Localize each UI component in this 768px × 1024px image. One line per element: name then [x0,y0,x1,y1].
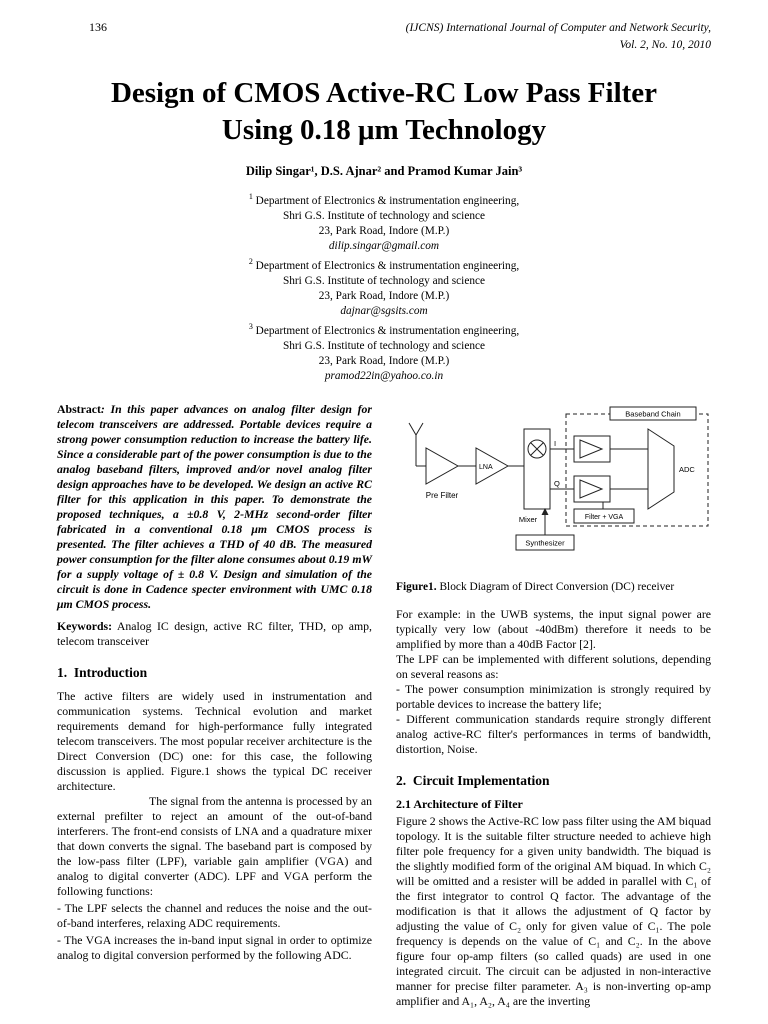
page-number: 136 [89,20,107,34]
section-2-1-heading: 2.1 Architecture of Filter [396,796,523,811]
keywords-text: Analog IC design, active RC filter, THD, op amp, telecom transceiver [57,618,372,648]
intro-paragraph-2: The signal from the antenna is processed by an external prefilter to reject an amount of the out-of-band interferers. The front-end consists of LNA and a quadrature mixer that down converts the signal. The baseband part is composed by the low-pass filter (LPF), variable gain amplifier (VGA) and analog to digital converter (ADC). LPF and VGA perform the following functions: [57,793,372,898]
affiliation-1-dept: Department of Electronics & instrumentation engineering, [255,195,520,208]
figure1-diagram [396,404,711,576]
adc-icon [648,429,674,509]
intro-list-item-2: - The VGA increases the in-band input signal in order to optimize analog to digital conversion performed by the following ADC. [57,932,372,962]
keywords [57,619,372,649]
antenna-icon [409,423,426,466]
affiliation-2-address: 23, Park Road, Indore (M.P.) [318,289,450,302]
affiliation-3-institute: Shri G.S. Institute of technology and science [282,339,486,352]
authors-line: Dilip Singar¹, D.S. Ajnar² and Pramod Kumar Jain³ [245,164,523,179]
affiliation-3-dept: Department of Electronics & instrumentation engineering, [255,324,520,337]
mixer-block-icon [524,429,550,509]
paper-title [57,75,711,148]
abstract-label: Abstract [57,401,101,416]
right-paragraph-1: For example: in the UWB systems, the input signal power are typically very low (about -40dBm) therefore it needs to be amplified by more than a 40dB Factor [2]. [396,606,711,651]
affiliation-3-sup: 3 [248,321,253,331]
affiliations [57,189,711,383]
affiliation-1 [57,189,711,254]
figure1-caption [396,580,711,595]
body-columns [57,402,711,1009]
intro-paragraph-1: The active filters are widely used in instrumentation and communication systems. Technical evolution and market requirements demand for high-performance fully integrated telecom transceivers. The most popular receiver architecture is the Direct Conversion (DC) one: for this case, the following discussion is applied. Figure.1 shows the typical DC receiver architecture. [57,688,372,793]
right-list-item-1: - The power consumption minimization is strongly required by portable devices to increase the battery life; [396,681,711,711]
journal-name: (IJCNS) International Journal of Computer and Network Security, [405,22,711,34]
figure1-adc-label: ADC [679,464,695,474]
journal-issue: Vol. 2, No. 10, 2010 [619,38,711,51]
implementation-paragraph-1: Figure 2 shows the Active-RC low pass filter using the AM biquad topology. It is the suitable filter structure needed to achieve high filter pole frequency for a given unity bandwidth. The biquad is the slightly modified form of the original AM biquad. In which C₂ will be omitted and a resister will be added in parallel with C₁ of the first integrator to control Q factor. The advantage of the modification is that it allows the adjustment of Q factor by adjusting the value of C₂ only for given value of C₁. The pole frequency is depends on the value of C₁ and C₂. In the above figure four op-amp filters (so called quads) are used in one integrated circuit. The circuit can be adjusted in non-interactive manner for precise filter parameter. A₃ is non-inverting op-amp amplifier and A₁, A₂, A₄ are the inverting [396,813,711,1008]
right-list-item-2: - Different communication standards require strongly different analog active-RC filter's performances in terms of bandwidth, distortion, Noise. [396,711,711,756]
figure1-q-label: Q [554,478,560,488]
affiliation-1-email: dilip.singar@gmail.com [328,240,440,253]
figure1-filter-vga-label: Filter + VGA [584,513,624,521]
affiliation-2 [57,254,711,319]
figure1-caption-text: Block Diagram of Direct Conversion (DC) receiver [436,580,675,593]
keywords-label: Keywords: [57,618,113,633]
affiliation-2-sup: 2 [248,257,253,267]
affiliation-1-institute: Shri G.S. Institute of technology and science [282,210,486,223]
affiliation-3-email: pramod22in@yahoo.co.in [324,369,444,382]
left-column [57,402,372,1009]
filter-vga-i-icon [574,436,610,462]
abstract [57,402,372,612]
figure1-prefilter-label: Pre Filter [425,490,459,500]
right-column [396,402,711,1009]
running-header [57,20,711,53]
affiliation-3-address: 23, Park Road, Indore (M.P.) [318,354,450,367]
affiliation-3 [57,319,711,384]
section-1-heading: 1. Introduction [57,664,148,680]
affiliation-1-address: 23, Park Road, Indore (M.P.) [318,225,450,238]
right-paragraph-2: The LPF can be implemented with different solutions, depending on several reasons as: [396,651,711,681]
affiliation-2-email: dajnar@sgsits.com [340,304,428,317]
paper-title-line1: Design of CMOS Active-RC Low Pass Filter [110,77,658,110]
figure1-baseband-chain-label: Baseband Chain [625,409,681,419]
filter-vga-q-icon [574,476,610,502]
figure1-i-label: I [554,438,557,448]
affiliation-1-sup: 1 [248,192,253,202]
intro-list-item-1: - The LPF selects the channel and reduces the noise and the out-of-band interferes, relaxing ADC requirements. [57,900,372,930]
figure1 [396,404,711,576]
journal-header [406,20,711,53]
figure1-caption-label: Figure1. [396,580,437,593]
prefilter-amp-icon [426,448,458,484]
figure1-synthesizer-label: Synthesizer [525,538,565,548]
figure1-mixer-label: Mixer [518,514,538,524]
affiliation-2-dept: Department of Electronics & instrumentation engineering, [255,259,520,272]
affiliation-2-institute: Shri G.S. Institute of technology and science [282,274,486,287]
figure1-lna-label: LNA [479,463,493,471]
section-2-heading: 2. Circuit Implementation [396,772,550,788]
abstract-text: : In this paper advances on analog filter design for telecom transceivers are addressed. Portable devices require a strong power consumption reduction to increase the battery life. Since a considerable part of the power consumption is due to the analog baseband filters, improved and/or novel analog filter design approaches have to be developed. We design an active RC filter for this application in this paper. To demonstrate the proposed techniques, a ±0.8 V, 2-MHz second-order filter fabricated in a conventional 0.18 μm CMOS process is presented. The filter achieves a THD of 40 dB. The measured power consumption for the filter alone consumes about 0.19 mW for a supply voltage of ± 0.8 V. Design and simulation of the circuit is done in Cadence specter environment with UMC 0.18 μm CMOS process. [57,401,372,611]
paper-title-line2: Using 0.18 μm Technology [221,113,547,146]
